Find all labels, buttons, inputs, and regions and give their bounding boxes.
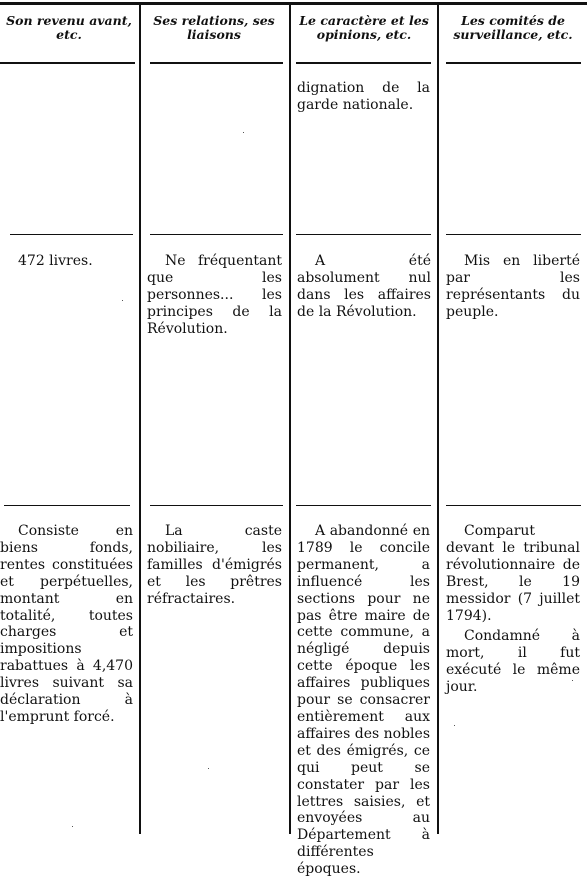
row0-caractere: [297, 80, 430, 114]
row0-rule-col2: [150, 234, 283, 235]
print-speck: [243, 132, 244, 133]
header-relations: Ses relations, ses liaisons: [153, 13, 275, 42]
row2-comites-text-1: Comparut devant le tribunal révolutionnaire de Brest, le 19 messidor (7 juillet 1794).: [446, 523, 580, 624]
row1-revenu: [18, 253, 128, 270]
row1-rule-col2: [150, 505, 283, 506]
print-speck: [72, 826, 73, 827]
row2-revenu: [0, 523, 133, 726]
column-separator-1: [139, 5, 141, 834]
column-separator-2: [289, 5, 291, 834]
row2-comites-text-2: Condamné à mort, il fut exécuté le même jour.: [446, 628, 580, 696]
row1-rule-col3: [296, 505, 431, 506]
row1-revenu-text: 472 livres.: [18, 253, 93, 269]
print-speck: [572, 680, 573, 681]
header-caractere: Le caractère et les opinions, etc.: [299, 13, 429, 42]
header-rule-col1: [0, 62, 135, 64]
row1-caractere-text: A été absolument nul dans les affaires de la Révolution.: [297, 253, 431, 320]
header-rule-col4: [446, 62, 581, 64]
row0-rule-col1: [10, 234, 133, 235]
row1-relations-text: Ne fréquentant que les personnes... les principes de la Révolution.: [147, 253, 282, 337]
row2-relations: [147, 523, 282, 608]
row2-revenu-text: Consiste en biens fonds, rentes constituées et perpétuelles, montant en totalité, toutes charges et impositions rabattues à 4,470 livres suivant sa déclaration à l'emprunt forcé.: [0, 523, 133, 725]
header-revenu: Son revenu avant, etc.: [6, 13, 132, 42]
header-rule-col2: [150, 62, 283, 64]
header-rule-col3: [296, 62, 431, 64]
print-speck: [208, 768, 209, 769]
row0-rule-col4: [446, 234, 581, 235]
row2-caractere: [297, 523, 430, 878]
header-comites: Les comités de surveillance, etc.: [453, 13, 573, 42]
top-rule: [0, 2, 587, 5]
row1-rule-col1: [4, 505, 130, 506]
row1-rule-col4: [446, 505, 581, 506]
row2-comites: [446, 523, 580, 696]
row1-comites-text: Mis en liberté par les représentants du peuple.: [446, 253, 580, 320]
row2-caractere-text: A abandonné en 1789 le concile permanent, a influencé les sections pour ne pas être maire de cette commune, a négligé depuis cette époque les affaires publiques pour se consacrer entièrement aux affaires des nobles et des émigrés, ce qui peut se constater par les lettres saisies, et envoyées au Département à différentes époques.: [297, 523, 430, 878]
row0-caractere-text: dignation de la garde nationale.: [297, 80, 430, 113]
print-speck: [454, 725, 455, 726]
row0-rule-col3: [296, 234, 431, 235]
row1-comites: [446, 253, 580, 321]
column-separator-3: [437, 5, 439, 834]
row1-relations: [147, 253, 282, 338]
row2-relations-text: La caste nobiliaire, les familles d'émigrés et les prêtres réfractaires.: [147, 523, 282, 607]
row1-caractere: [297, 253, 431, 321]
print-speck: [122, 300, 123, 301]
